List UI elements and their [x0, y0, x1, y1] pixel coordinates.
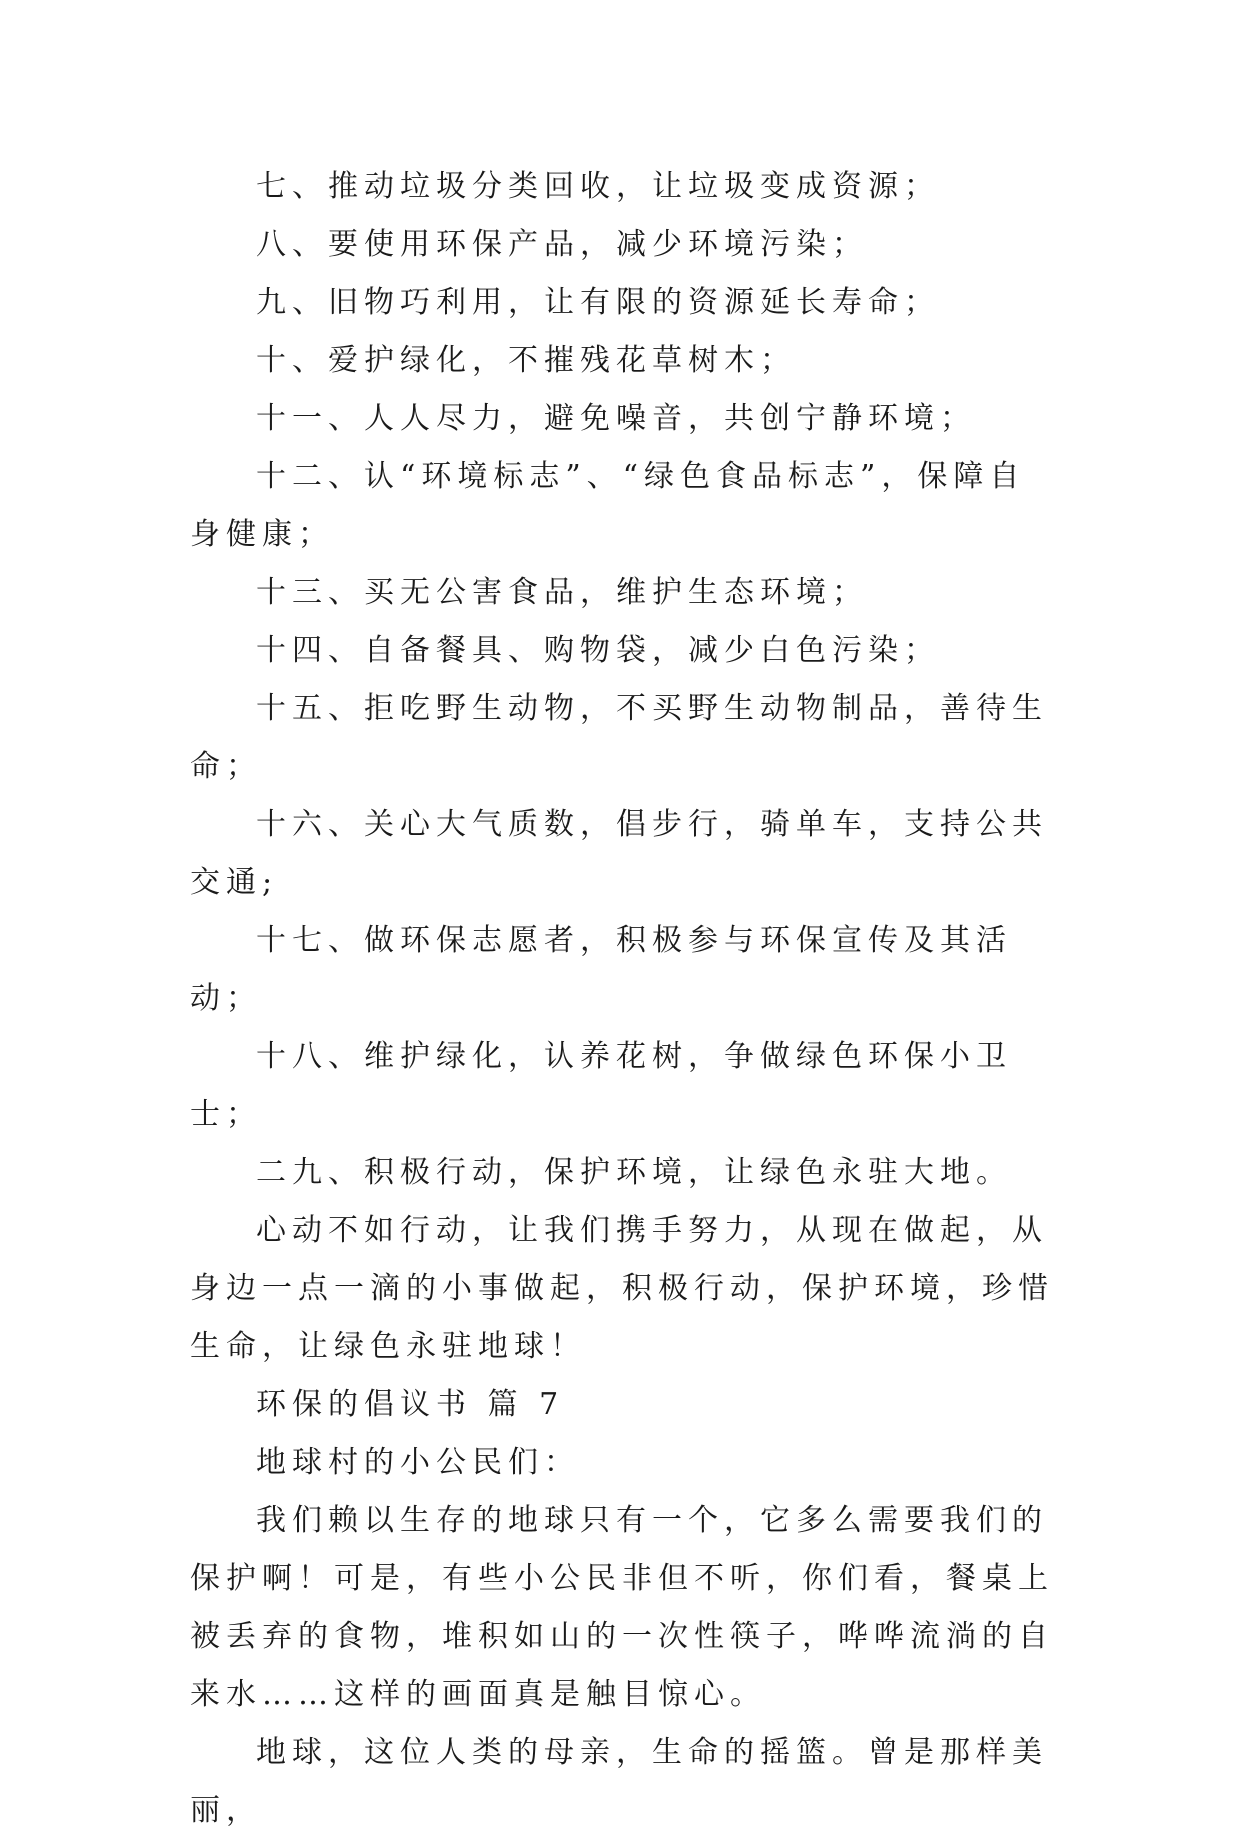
paragraph-item-15: 十五、拒吃野生动物，不买野生动物制品，善待生命； — [190, 691, 1048, 784]
paragraph-body-1: 我们赖以生存的地球只有一个，它多么需要我们的保护啊！可是，有些小公民非但不听，你们看，餐桌上被丢弃的食物，堆积如山的一次性筷子，哗哗流淌的自来水……这样的画面真是触目惊心。 — [190, 1503, 1054, 1712]
salutation: 地球村的小公民们： — [256, 1445, 580, 1480]
paragraph-item-18: 十八、维护绿化，认养花树，争做绿色环保小卫士； — [190, 1039, 1012, 1132]
paragraph-conclusion: 心动不如行动，让我们携手努力，从现在做起，从身边一点一滴的小事做起，积极行动，保护环境，珍惜生命，让绿色永驻地球！ — [190, 1213, 1054, 1364]
paragraph-item-17: 十七、做环保志愿者，积极参与环保宣传及其活动； — [190, 923, 1012, 1016]
paragraph-item-12: 十二、认“环境标志”、“绿色食品标志”，保障自身健康； — [190, 459, 1026, 552]
paragraph-body-2: 地球，这位人类的母亲，生命的摇篮。曾是那样美丽， — [190, 1735, 1048, 1828]
paragraph-item-8: 八、要使用环保产品，减少环境污染； — [256, 227, 868, 262]
section-heading: 环保的倡议书 篇 7 — [256, 1387, 565, 1422]
paragraph-item-10: 十、爱护绿化，不摧残花草树木； — [256, 343, 796, 378]
paragraph-item-9: 九、旧物巧利用，让有限的资源延长寿命； — [256, 285, 940, 320]
paragraph-item-16: 十六、关心大气质数，倡步行，骑单车，支持公共交通; — [190, 807, 1048, 900]
paragraph-item-13: 十三、买无公害食品，维护生态环境； — [256, 575, 868, 610]
document-body — [190, 158, 1060, 1840]
paragraph-item-7: 七、推动垃圾分类回收，让垃圾变成资源； — [256, 169, 940, 204]
paragraph-item-14: 十四、自备餐具、购物袋，减少白色污染； — [256, 633, 940, 668]
paragraph-item-11: 十一、人人尽力，避免噪音，共创宁静环境； — [256, 401, 976, 436]
paragraph-item-19: 二九、积极行动，保护环境，让绿色永驻大地。 — [256, 1155, 1012, 1190]
